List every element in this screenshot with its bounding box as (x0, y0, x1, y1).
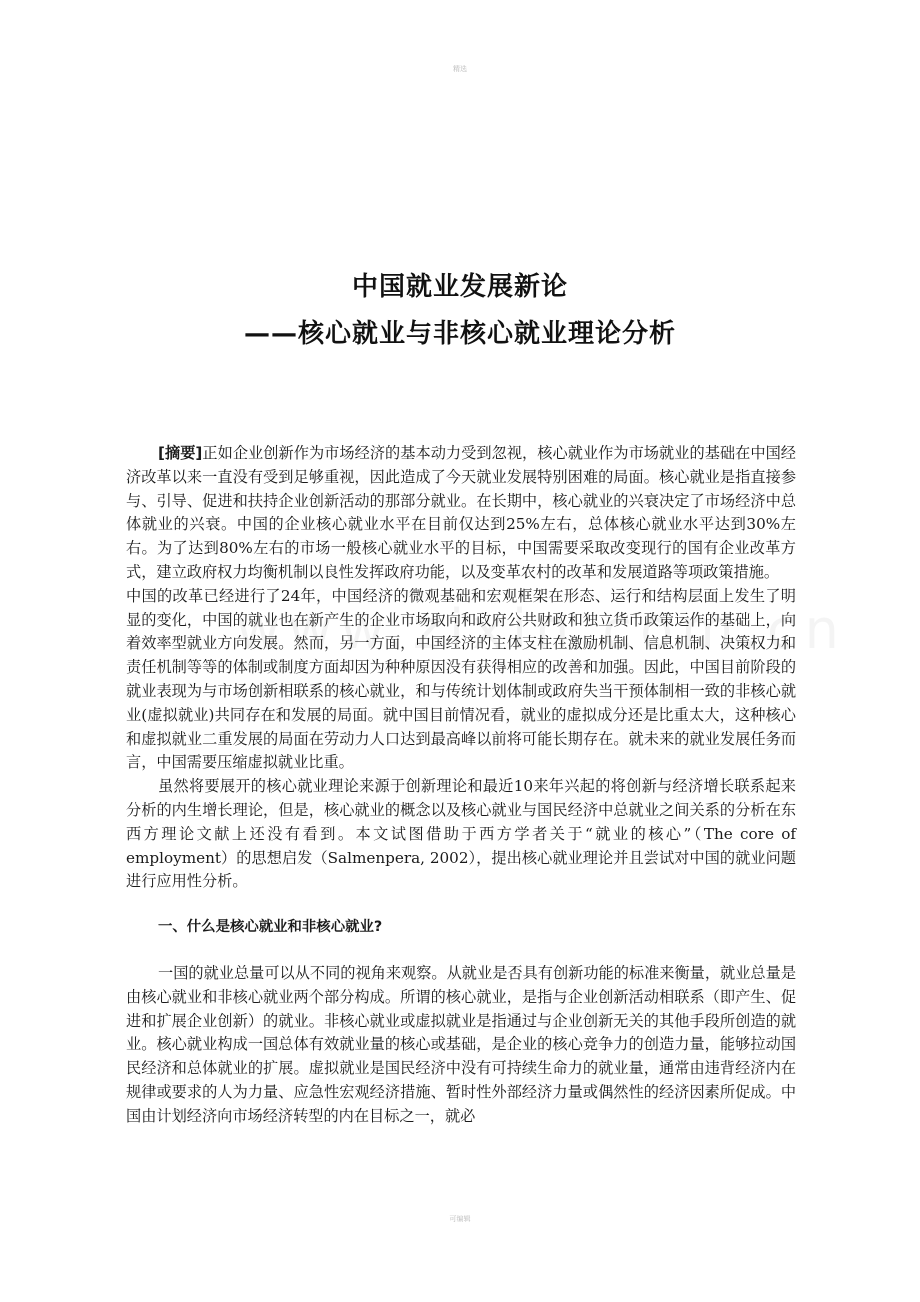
footer-mark: 可编辑 (449, 1215, 471, 1223)
paragraph-3: 一国的就业总量可以从不同的视角来观察。从就业是否具有创新功能的标准来衡量，就业总量是由核心就业和非核心就业两个部分构成。所谓的核心就业，是指与企业创新活动相联系（即产生、促进和扩展企业创新）的就业。非核心就业或虚拟就业是指通过与企业创新无关的其他手段所创造的就业。核心就业构成一国总体有效就业量的核心或基础，是企业的核心竞争力的创造力量，能够拉动国民经济和总体就业的扩展。虚拟就业是国民经济中没有可持续生命力的就业量，通常由违背经济内在规律或要求的人为力量、应急性宏观经济措施、暂时性外部经济力量或偶然性的经济因素所促成。中国由计划经济向市场经济转型的内在目标之一，就必 (126, 963, 796, 1125)
abstract-paragraph (126, 442, 796, 585)
header-mark: 精选 (453, 65, 467, 73)
section-heading: 一、什么是核心就业和非核心就业? (158, 919, 383, 936)
document-body (126, 442, 796, 1129)
document-subtitle: ——核心就业与非核心就业理论分析 (243, 319, 676, 349)
abstract-label: [摘要] (158, 444, 203, 462)
paragraph-2: 虽然将要展开的核心就业理论来源于创新理论和最近10来年兴起的将创新与经济增长联系起来分析的内生增长理论，但是，核心就业的概念以及核心就业与国民经济中总就业之间关系的分析在东西方理论文献上还没有看到。本文试图借助于西方学者关于“就业的核心”（The core of employment）的思想启发（Salmenpera, 2002），提出核心就业理论并且尝试对中国的就业问题进行应用性分析。 (126, 777, 796, 891)
paragraph-1: 中国的改革已经进行了24年，中国经济的微观基础和宏观框架在形态、运行和结构层面上发生了明显的变化，中国的就业也在新产生的企业市场取向和政府公共财政和独立货币政策运作的基础上，向着效率型就业方向发展。然而，另一方面，中国经济的主体支柱在激励机制、信息机制、决策权力和责任机制等等的体制或制度方面却因为种种原因没有获得相应的改善和加强。因此，中国目前阶段的就业表现为与市场创新相联系的核心就业，和与传统计划体制或政府失当干预体制相一致的非核心就业(虚拟就业)共同存在和发展的局面。就中国目前情况看，就业的虚拟成分还是比重太大，这种核心和虚拟就业二重发展的局面在劳动力人口达到最高峰以前将可能长期存在。就未来的就业发展任务而言，中国需要压缩虚拟就业比重。 (126, 586, 796, 772)
document-title: 中国就业发展新论 (351, 272, 568, 302)
abstract-text: 正如企业创新作为市场经济的基本动力受到忽视，核心就业作为市场就业的基础在中国经济改革以来一直没有受到足够重视，因此造成了今天就业发展特别困难的局面。核心就业是指直接参与、引导、促进和扶持企业创新活动的那部分就业。在长期中，核心就业的兴衰决定了市场经济中总体就业的兴衰。中国的企业核心就业水平在目前仅达到25%左右，总体核心就业水平达到30%左右。为了达到80%左右的市场一般核心就业水平的目标，中国需要采取改变现行的国有企业改革方式，建立政府权力均衡机制以良性发挥政府功能，以及变革农村的改革和发展道路等项政策措施。 (126, 444, 796, 581)
